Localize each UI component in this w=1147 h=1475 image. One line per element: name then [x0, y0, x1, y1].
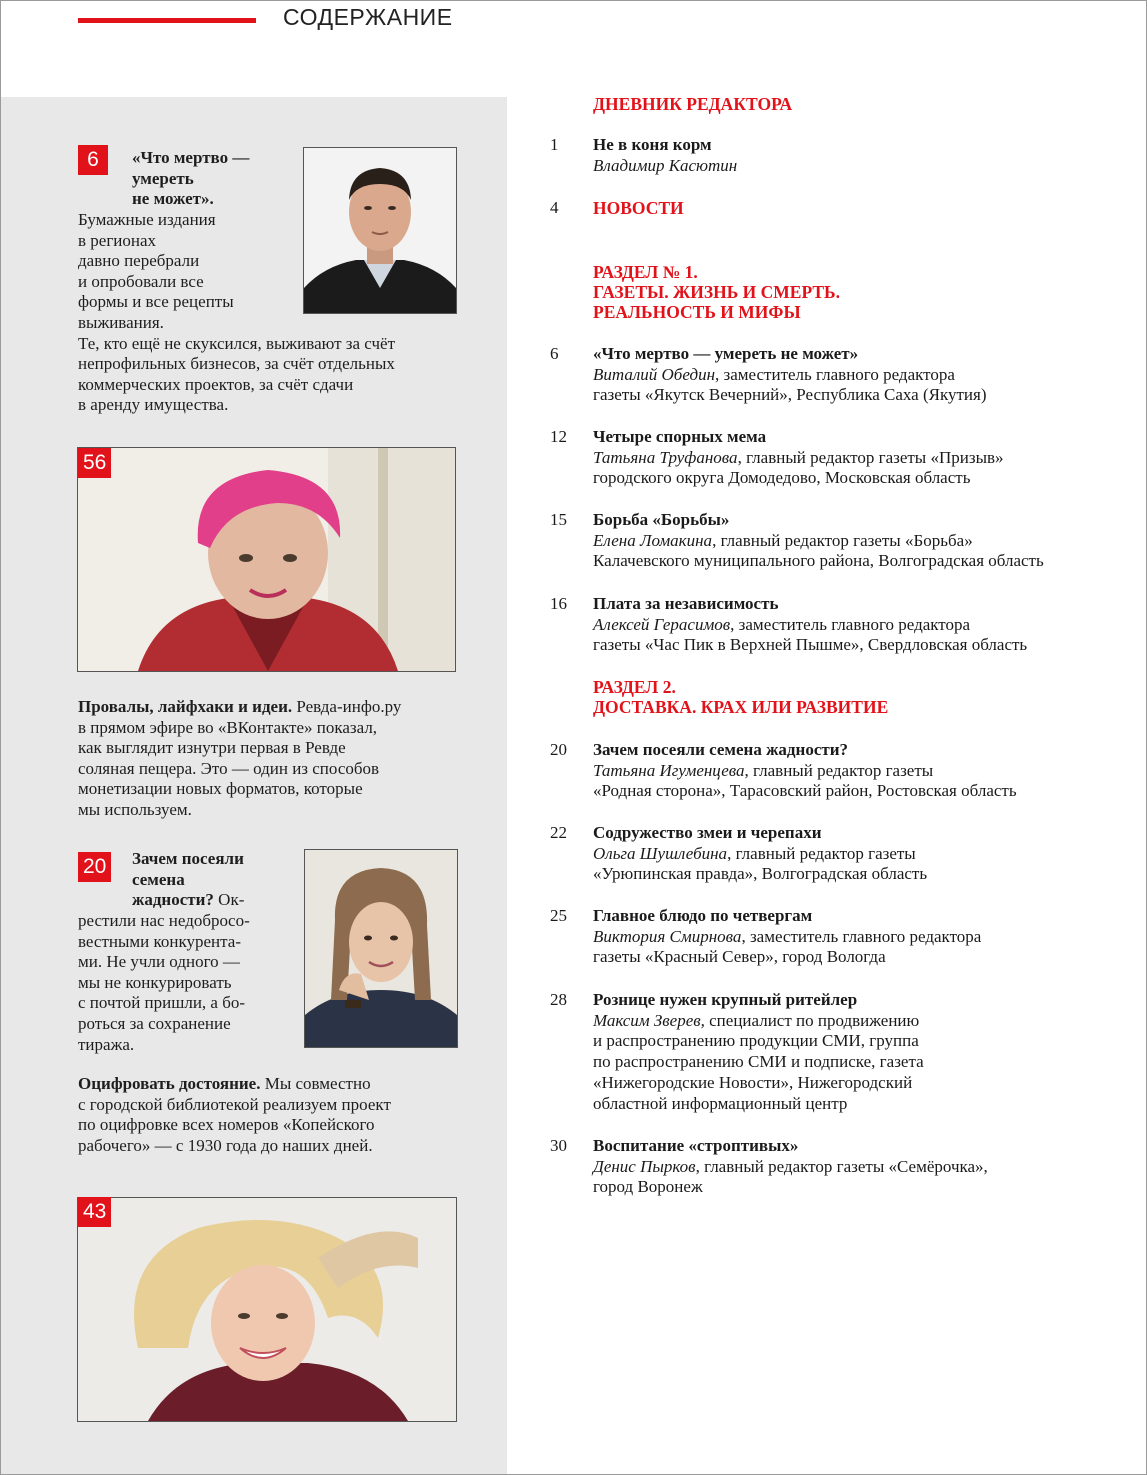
toc-entry-byline — [593, 615, 1140, 636]
toc-entry-line: город Воронеж — [593, 1177, 703, 1197]
toc-entry-line: «Родная сторона», Тарасовский район, Ростовская область — [593, 781, 1017, 801]
text-line: мы не конкурировать — [78, 972, 232, 992]
text-line: с почтой пришли, а бо- — [78, 993, 246, 1013]
toc-entry[interactable] — [550, 740, 1140, 802]
toc-entry-author: Виктория Смирнова — [593, 926, 742, 946]
page-badge-43: 43 — [78, 1197, 111, 1227]
toc-entry-line: по распространению СМИ и подписке, газета — [593, 1052, 924, 1072]
section-diary-heading: ДНЕВНИК РЕДАКТОРА — [593, 94, 793, 114]
toc-entry-title: Не в коня корм — [593, 135, 712, 154]
toc-entry-author: Максим Зверев, — [593, 1010, 705, 1030]
section-heading-line: РЕАЛЬНОСТЬ И МИФЫ — [593, 302, 801, 322]
toc-page-number: 20 — [550, 740, 567, 759]
toc-page-number: 28 — [550, 990, 567, 1009]
toc-entry[interactable] — [550, 510, 1140, 572]
toc-entry-byline — [593, 761, 1140, 782]
text-line: роться за сохранение — [78, 1013, 231, 1033]
feature3-text — [78, 911, 250, 1055]
toc-entry[interactable] — [550, 427, 1140, 489]
section-heading-line: РАЗДЕЛ № 1. — [593, 262, 698, 282]
text-line: рабочего» — с 1930 года до наших дней. — [78, 1135, 373, 1155]
toc-entry-line: «Урюпинская правда», Волгоградская область — [593, 864, 928, 884]
text-line: выживания. — [78, 312, 164, 332]
toc-entry-byline — [593, 531, 1140, 552]
toc-entry-line: газеты «Якутск Вечерний», Республика Саха (Якутия) — [593, 385, 987, 405]
text-line: тиража. — [78, 1034, 135, 1054]
toc-entry-author: Алексей Герасимов — [593, 614, 731, 634]
text-span: Ревда-инфо.ру — [292, 697, 402, 716]
text-line: мы используем. — [78, 799, 192, 819]
feature1-title-line: умереть — [132, 168, 194, 188]
toc-entry-line: газеты «Час Пик в Верхней Пышме», Свердловская область — [593, 635, 1028, 655]
toc-entry-byline — [593, 927, 1140, 948]
toc-entry-title: «Что мертво — умереть не может» — [593, 344, 859, 363]
section1-heading — [593, 262, 840, 322]
toc-entry[interactable] — [550, 823, 1140, 885]
text-line: соляная пещера. Это — один из способов — [78, 758, 380, 778]
toc-entry[interactable] — [550, 990, 1140, 1114]
feature1-title — [132, 148, 249, 210]
toc-entry-author: Елена Ломакина — [593, 530, 713, 550]
news-heading: НОВОСТИ — [593, 198, 684, 218]
toc-page-number: 1 — [550, 135, 559, 154]
toc-entry[interactable] — [550, 906, 1140, 968]
portrait-photo-woman-blonde — [77, 1197, 457, 1422]
feature3-title-bold: жадности? — [132, 890, 214, 910]
toc-page-number: 25 — [550, 906, 567, 925]
toc-entry-author: Владимир Касютин — [593, 155, 738, 175]
text-span: Мы совместно — [260, 1074, 371, 1093]
text-line: как выглядит изнутри первая в Ревде — [78, 738, 346, 758]
toc-entry-author: Ольга Шушлебина — [593, 843, 728, 863]
text-span: Ок- — [213, 890, 245, 910]
toc-entry-role: , главный редактор газеты — [727, 843, 916, 863]
toc-entry-title: Рознице нужен крупный ритейлер — [593, 990, 858, 1009]
feature4-text — [78, 1074, 391, 1156]
text-line: в аренду имущества. — [78, 395, 229, 415]
toc-entry[interactable] — [550, 135, 1140, 176]
toc-entry-role: , заместитель главного редактора — [715, 364, 955, 384]
text-line: давно перебрали — [78, 251, 200, 271]
toc-entry-title: Главное блюдо по четвергам — [593, 906, 813, 925]
toc-entry-title: Воспитание «строптивых» — [593, 1136, 799, 1155]
toc-entry-role: , главный редактор газеты — [744, 760, 934, 780]
toc-entry-title: Борьба «Борьбы» — [593, 510, 730, 529]
text-line: монетизации новых форматов, которые — [78, 779, 363, 799]
toc-entry-line: Калачевского муниципального района, Волгоградская область — [593, 551, 1044, 571]
toc-entry-news[interactable] — [550, 198, 1140, 219]
text-line: Те, кто ещё не скуксился, выживают за счёт — [78, 333, 396, 353]
toc-entry-role: , заместитель главного редактора — [741, 926, 982, 946]
toc-entry-title: Четыре спорных мема — [593, 427, 767, 446]
toc-entry-title: Содружество змеи и черепахи — [593, 823, 822, 842]
text-line: ми. Не учли одного — — [78, 952, 240, 972]
header-accent-rule — [78, 18, 256, 23]
toc-page-number: 12 — [550, 427, 567, 446]
toc-entry-role: , заместитель главного редактора — [730, 614, 971, 634]
toc-entry[interactable] — [550, 1136, 1140, 1198]
feature2-lead: Провалы, лайфхаки и идеи. — [78, 697, 293, 716]
text-line: вестными конкурента- — [78, 931, 241, 951]
toc-entry-byline — [593, 448, 1140, 469]
feature2-text — [78, 697, 401, 821]
toc-entry-author: Татьяна Игуменцева — [593, 760, 745, 780]
toc-entry-byline — [593, 365, 1140, 386]
toc-entry[interactable] — [550, 344, 1140, 406]
page-badge-20: 20 — [78, 852, 111, 882]
text-line: рестили нас недоброcо- — [78, 911, 250, 930]
text-line: Бумажные издания — [78, 210, 216, 229]
toc-page-number: 16 — [550, 594, 567, 613]
toc-entry-title: Зачем посеяли семена жадности? — [593, 740, 849, 759]
feature1-title-line: «Что мертво — — [132, 148, 250, 167]
text-line: формы и все рецепты — [78, 292, 234, 312]
page-title: СОДЕРЖАНИЕ — [283, 4, 453, 30]
section-heading-line: РАЗДЕЛ 2. — [593, 677, 676, 697]
toc-entry-line: «Нижегородские Новости», Нижегородский — [593, 1072, 913, 1092]
toc-entry-line: городского округа Домодедово, Московская область — [593, 468, 971, 488]
toc-entry-author: Виталий Обедин — [593, 364, 716, 384]
section-heading-line: ГАЗЕТЫ. ЖИЗНЬ И СМЕРТЬ. — [593, 282, 840, 302]
feature1-title-line: не может». — [132, 189, 214, 209]
feature3-title-line: семена — [132, 869, 185, 889]
toc-entry-byline — [593, 1011, 1140, 1032]
toc-entry-line: областной информационный центр — [593, 1093, 848, 1113]
toc-page-number: 30 — [550, 1136, 567, 1155]
toc-entry-author: Денис Пырков — [593, 1156, 696, 1176]
portrait-photo-woman-pink-hair — [77, 447, 456, 672]
toc-entry[interactable] — [550, 594, 1140, 656]
section-heading-line: ДОСТАВКА. КРАХ ИЛИ РАЗВИТИЕ — [593, 697, 889, 717]
portrait-photo-woman-brown-hair — [304, 849, 458, 1048]
feature3-title — [132, 849, 244, 911]
feature3-title-line — [132, 890, 244, 911]
portrait-photo-man — [303, 147, 457, 314]
text-line: с городской библиотекой реализуем проект — [78, 1094, 391, 1114]
toc-entry-role: , главный редактор газеты «Призыв» — [737, 447, 1004, 467]
toc-entry-author: Татьяна Труфанова — [593, 447, 738, 467]
text-line: в регионах — [78, 230, 157, 250]
text-line: в прямом эфире во «ВКонтакте» показал, — [78, 717, 378, 737]
text-line: коммерческих проектов, за счёт сдачи — [78, 374, 354, 394]
toc-entry-role: , главный редактор газеты «Семёрочка», — [695, 1156, 988, 1176]
feature4-lead: Оцифровать достояние. — [78, 1074, 261, 1093]
page-badge-6: 6 — [78, 145, 108, 175]
text-line — [78, 697, 401, 718]
toc-page-number: 15 — [550, 510, 567, 529]
section2-heading — [593, 677, 888, 717]
toc-page-number: 6 — [550, 344, 559, 363]
toc-entry-role: , главный редактор газеты «Борьба» — [712, 530, 973, 550]
feature3-title-line: Зачем посеяли — [132, 849, 244, 868]
toc-entry-role: специалист по продвижению — [704, 1010, 920, 1030]
toc-entry-byline — [593, 844, 1140, 865]
toc-page-number: 4 — [550, 198, 559, 217]
text-line: и опробовали все — [78, 271, 204, 291]
text-line: непрофильных бизнесов, за счёт отдельных — [78, 354, 395, 374]
toc-entry-byline — [593, 1157, 1140, 1178]
toc-page-number: 22 — [550, 823, 567, 842]
toc-entry-line: газеты «Красный Север», город Вологда — [593, 947, 886, 967]
toc-entry-line: и распространению продукции СМИ, группа — [593, 1031, 919, 1051]
text-line: по оцифровке всех номеров «Копейского — [78, 1115, 375, 1135]
page-badge-56: 56 — [78, 448, 111, 478]
toc-entry-title: Плата за независимость — [593, 594, 779, 613]
text-line — [78, 1074, 391, 1095]
